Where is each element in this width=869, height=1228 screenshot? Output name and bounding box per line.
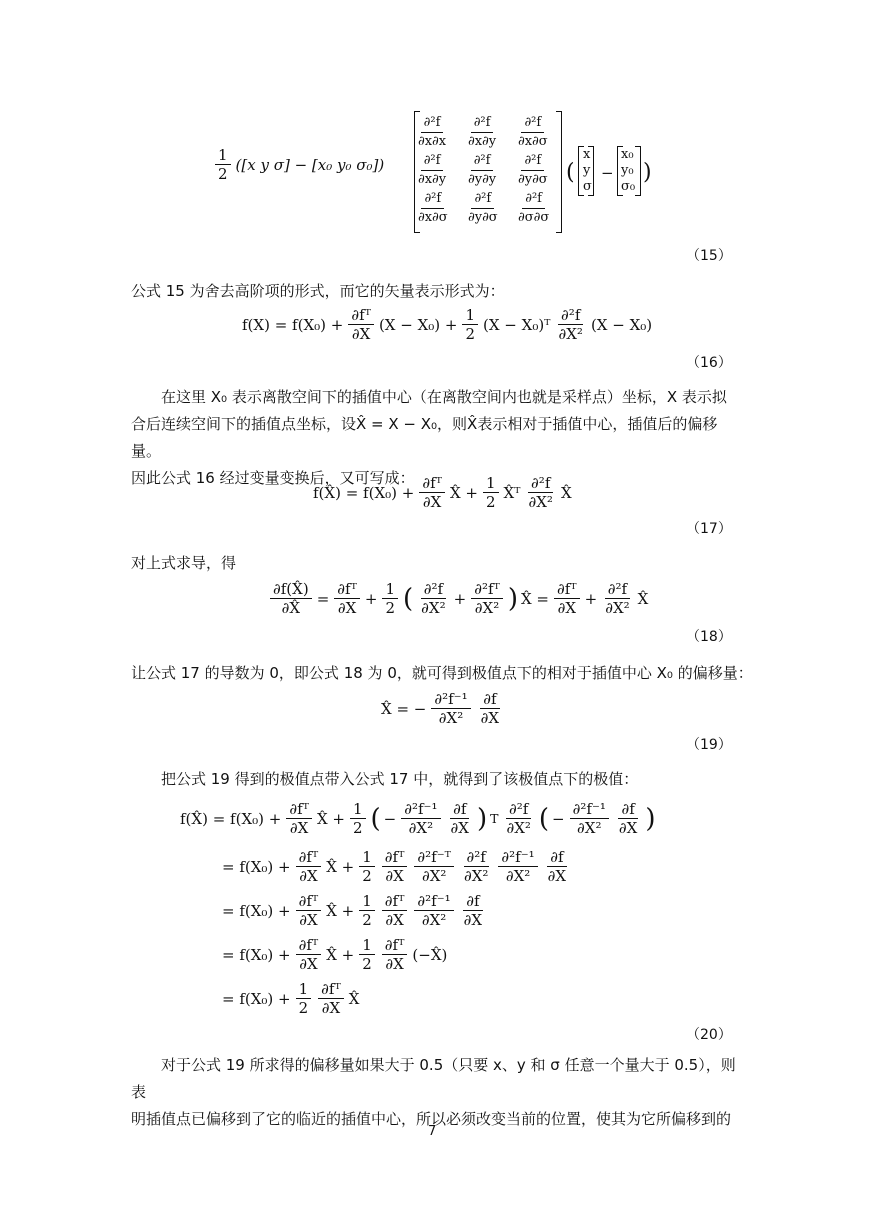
paragraph-4: 让公式 17 的导数为 0，即公式 18 为 0，就可得到极值点下的相对于插值中心 X₀ 的偏移量： [131, 664, 753, 682]
eq20-line-5: = f(X₀) + $\frac{1}{2}$ $\frac{\text{∂fᵀ}}{\partial X}$ X̂ [222, 980, 360, 1017]
vector-difference: ([x y σ] − [x₀ y₀ σ₀]) [235, 155, 385, 174]
equation-number-16: （16） [686, 355, 732, 371]
hessian-entry: $\frac{\text{∂²f}}{\partial y\partial\sigma}$ [518, 153, 548, 187]
vec-right-bracket-2 [635, 146, 641, 196]
paragraph-6: 对于公式 19 所求得的偏移量如果大于 0.5（只要 x、y 和 σ 任意一个量大于 0.5），则表 明插值点已偏移到了它的临近的插值中心，所以必须改变当前的位置，使其为它所偏移到的 [131, 1056, 736, 1128]
page-number: 7 [428, 1124, 437, 1139]
equation-number-17: （17） [686, 521, 732, 537]
equation-number-15: （15） [686, 248, 732, 264]
hessian-entry: $\frac{\text{∂²f}}{\partial x\partial y}$ [468, 115, 497, 149]
equation-16: f(X) = f(X₀) + $\frac{\text{∂fᵀ}}{\partial X}$ (X − X₀) + $\frac{1}{2}$ (X − X₀)ᵀ $\frac{\text{∂²f}}{\text{∂X²}}$ (X − X₀) [242, 306, 653, 343]
eq20-line-1: f(X̂) = f(X₀) + $\frac{\text{∂fᵀ}}{\partial X}$ X̂ + $\frac{1}{2}$ ( − $\frac{\text{∂²f⁻¹}}{\text{∂X²}}$ $\frac{\partial f}{\partial X}$ ) T $\frac{\text{∂²f}}{\text{∂X²}}$ ( − $\frac{\text{∂²f⁻¹}}{\text{∂X²}}$ $\frac{\partial f}{\partial X}$ ) [180, 800, 656, 837]
hessian-entry: $\frac{\text{∂²f}}{\partial x\partial y}$ [418, 153, 447, 187]
equation-number-19: （19） [686, 737, 732, 753]
eq20-line-3: = f(X₀) + $\frac{\text{∂fᵀ}}{\partial X}$ X̂ + $\frac{1}{2}$ $\frac{\text{∂fᵀ}}{\partial X}$ $\frac{\text{∂²f⁻¹}}{\text{∂X²}}$ $\frac{\partial f}{\partial X}$ [222, 892, 483, 929]
hessian-entry: $\frac{\text{∂²f}}{\partial y\partial y}$ [468, 153, 497, 187]
eq20-line-2: = f(X₀) + $\frac{\text{∂fᵀ}}{\partial X}$ X̂ + $\frac{1}{2}$ $\frac{\text{∂fᵀ}}{\partial X}$ $\frac{\text{∂²f⁻ᵀ}}{\text{∂X²}}$ $\frac{\text{∂²f}}{\text{∂X²}}$ $\frac{\text{∂²f⁻¹}}{\text{∂X²}}$ $\frac{\partial f}{\partial X}$ [222, 848, 567, 885]
hessian-entry: $\frac{\text{∂²f}}{\partial y\partial\sigma}$ [468, 191, 498, 225]
equation-17: f(X̂) = f(X₀) + $\frac{\text{∂fᵀ}}{\partial X}$ X̂ + $\frac{1}{2}$ X̂ᵀ $\frac{\text{∂²f}}{\text{∂X²}}$ X̂ [313, 474, 572, 511]
paragraph-1: 公式 15 为舍去高阶项的形式，而它的矢量表示形式为： [131, 282, 505, 300]
equation-number-18: （18） [686, 629, 732, 645]
fraction-half: $\frac{1}{2}$ [215, 146, 231, 183]
hessian-entry: $\frac{\text{∂²f}}{\partial x\partial\sigma}$ [418, 191, 448, 225]
paragraph-3: 对上式求导，得 [131, 554, 237, 572]
equation-18: $\frac{\partial f(X̂)}{\partial X̂}$ = $\frac{\text{∂fᵀ}}{\partial X}$ + $\frac{1}{2}$ ( $\frac{\text{∂²f}}{\text{∂X²}}$ + $\frac{\text{∂²fᵀ}}{\text{∂X²}}$ ) X̂ = $\frac{\text{∂fᵀ}}{\partial X}$ + $\frac{\text{∂²f}}{\text{∂X²}}$ X̂ [268, 580, 648, 617]
hessian-entry: $\frac{\text{∂²f}}{\partial\sigma\partial\sigma}$ [518, 191, 550, 225]
hessian-entry: $\frac{\text{∂²f}}{\partial x\partial\sigma}$ [518, 115, 548, 149]
eq20-line-4: = f(X₀) + $\frac{\text{∂fᵀ}}{\partial X}$ X̂ + $\frac{1}{2}$ $\frac{\text{∂fᵀ}}{\partial X}$ (−X̂) [222, 936, 448, 973]
paragraph-5: 把公式 19 得到的极值点带入公式 17 中，就得到了该极值点下的极值： [161, 770, 639, 788]
equation-number-20: （20） [686, 1027, 732, 1043]
paragraph-2: 在这里 X₀ 表示离散空间下的插值中心（在离散空间内也就是采样点）坐标，X 表示拟 合后连续空间下的插值点坐标，设X̂ = X − X₀，则X̂表示相对于插值中心，插值后的偏移量。 因此公式 16 经过变量变换后，又可写成： [131, 388, 727, 487]
matrix-right-bracket [556, 111, 562, 233]
equation-19: X̂ = − $\frac{\text{∂²f⁻¹}}{\text{∂X²}}$ $\frac{\partial f}{\partial X}$ [381, 690, 500, 727]
hessian-entry: $\frac{\text{∂²f}}{\partial x\partial x}$ [418, 115, 447, 149]
